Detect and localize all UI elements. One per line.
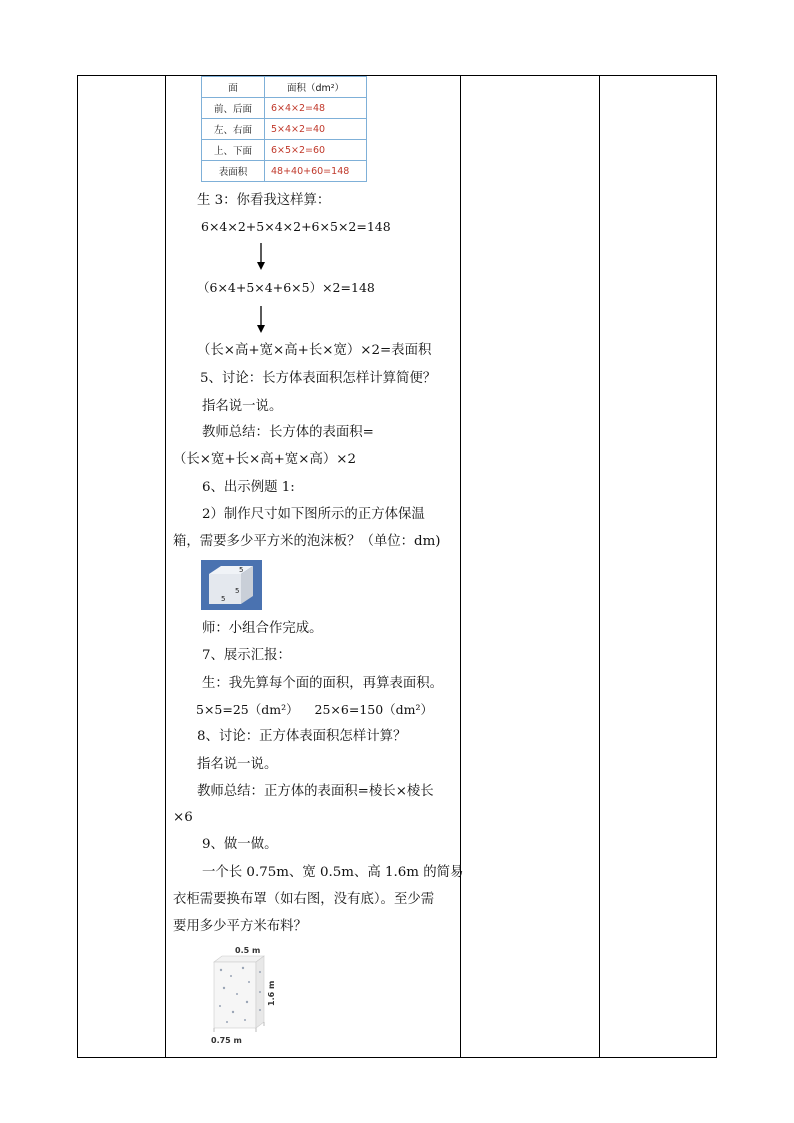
discussion-5: 5、讨论：长方体表面积怎样计算简便？: [200, 371, 437, 386]
table-row: [202, 119, 367, 140]
cube-side-label: 5: [235, 587, 240, 595]
call-on-student-1: 指名说一说。: [202, 399, 283, 414]
wardrobe-height-label: 1.6 m: [267, 980, 276, 1006]
discussion-8: 8、讨论：正方体表面积怎样计算？: [197, 729, 407, 744]
column-divider-2: [460, 75, 461, 1058]
table-row: [202, 98, 367, 119]
face-cell: 左、右面: [202, 119, 265, 140]
wardrobe-width-label: 0.5 m: [235, 946, 261, 955]
example-6-body-2: 箱，需要多少平方米的泡沫板？（单位：dm): [173, 534, 441, 549]
down-arrow-icon: [255, 243, 267, 271]
wardrobe-image: [209, 942, 281, 1046]
cube-front-label: 5: [221, 595, 226, 603]
face-cell: 上、下面: [202, 140, 265, 161]
column-divider-3: [599, 75, 600, 1058]
table-row: [202, 161, 367, 182]
call-on-student-2: 指名说一说。: [197, 757, 278, 772]
problem-line-2: 衣柜需要换布罩（如右图，没有底）。至少需: [173, 892, 435, 907]
calc-cell: 6×4×2=48: [265, 98, 367, 119]
expression-3: （长×高+宽×高+长×宽）×2=表面积: [197, 343, 432, 358]
cube-calculation: 5×5=25（dm²） 25×6=150（dm²）: [196, 702, 434, 717]
teacher-summary-2b: ×6: [173, 810, 193, 825]
cube-box-image: [201, 560, 262, 610]
table-header-row: [202, 77, 367, 98]
expression-2: （6×4+5×4+6×5）×2=148: [197, 280, 375, 295]
face-cell: 前、后面: [202, 98, 265, 119]
expression-1: 6×4×2+5×4×2+6×5×2=148: [201, 219, 391, 234]
cube-top-label: 5: [239, 566, 244, 574]
student3-line: 生 3：你看我这样算：: [197, 193, 331, 208]
header-face: 面: [202, 77, 265, 98]
teacher-summary-1a: 教师总结：长方体的表面积=: [202, 425, 374, 440]
example-6-body-1: 2）制作尺寸如下图所示的正方体保温: [202, 507, 425, 522]
lesson-table: [77, 75, 717, 1058]
teacher-summary-1b: （长×宽+长×高+宽×高）×2: [173, 452, 356, 467]
calc-cell: 48+40+60=148: [265, 161, 367, 182]
calc-cell: 6×5×2=60: [265, 140, 367, 161]
column-divider-1: [165, 75, 166, 1058]
practice-9: 9、做一做。: [202, 837, 278, 852]
problem-line-1: 一个长 0.75m、宽 0.5m、高 1.6m 的简易: [202, 865, 464, 880]
wardrobe-length-label: 0.75 m: [211, 1036, 242, 1045]
teacher-line: 师：小组合作完成。: [202, 621, 323, 636]
face-cell: 表面积: [202, 161, 265, 182]
student-line: 生：我先算每个面的面积，再算表面积。: [202, 676, 444, 691]
example-6: 6、出示例题 1:: [202, 480, 295, 495]
report-7: 7、展示汇报：: [202, 648, 291, 663]
calc-cell: 5×4×2=40: [265, 119, 367, 140]
surface-area-table: [201, 76, 367, 182]
teacher-summary-2a: 教师总结：正方体的表面积=棱长×棱长: [197, 784, 434, 799]
problem-line-3: 要用多少平方米布料？: [173, 919, 307, 934]
table-row: [202, 140, 367, 161]
header-area: 面积（dm²）: [265, 77, 367, 98]
down-arrow-icon: [255, 306, 267, 334]
